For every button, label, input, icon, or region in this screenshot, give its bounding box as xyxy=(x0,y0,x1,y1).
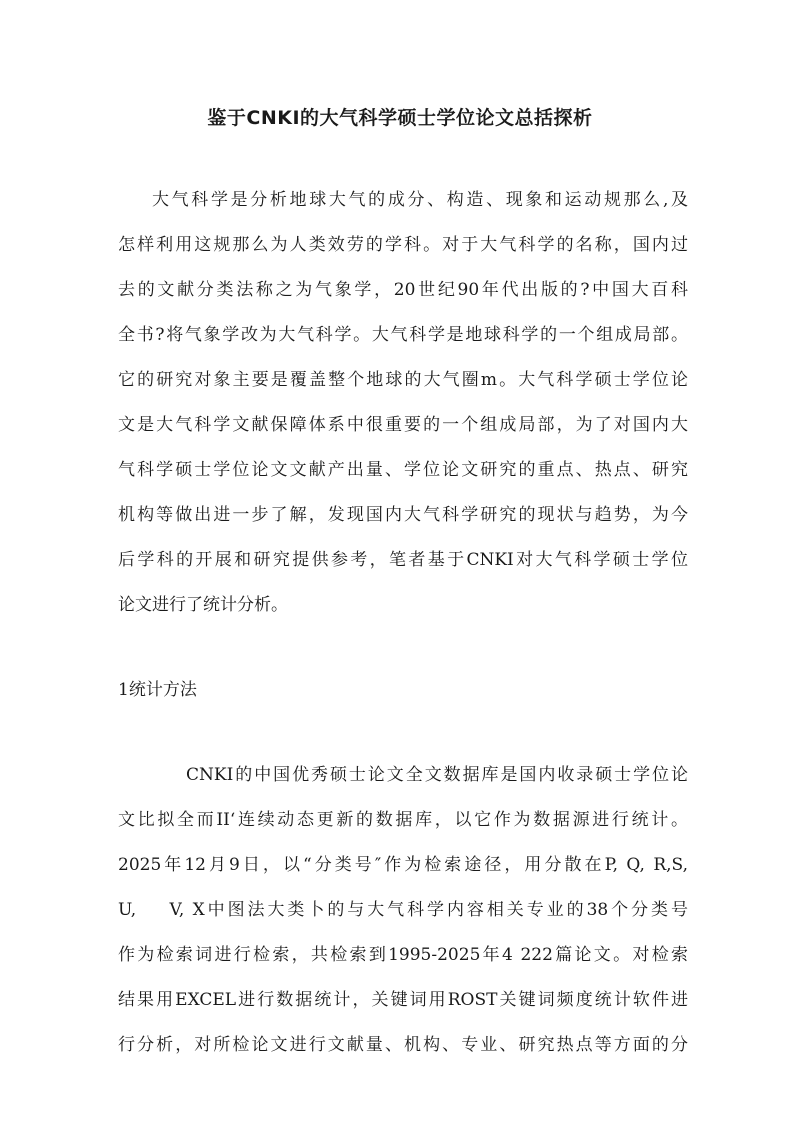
paragraph-line: 后学科的开展和研究提供参考，笔者基于CNKI对大气科学硕士学位 xyxy=(118,550,688,570)
paragraph-line: U, V, X中图法大类卜的与大气科学内容相关专业的38个分类号 xyxy=(118,900,688,920)
paragraph-line: 怎样利用这规那么为人类效劳的学科。对于大气科学的名称，国内过 xyxy=(118,235,688,255)
paragraph-line: CNKI的中国优秀硕士论文全文数据库是国内收录硕士学位论 xyxy=(186,765,688,785)
paragraph-line: 行分析，对所检论文进行文献量、机构、专业、研究热点等方面的分 xyxy=(118,1035,688,1055)
section-heading: 1统计方法 xyxy=(118,680,197,700)
paragraph-line: 机构等做出进一步了解，发现国内大气科学研究的现状与趋势，为今 xyxy=(118,505,688,525)
paragraph-line: 大气科学是分析地球大气的成分、构造、现象和运动规那么,及 xyxy=(152,190,688,210)
paragraph-line: 2025年12月9日，以“分类号″作为检索途径，用分散在P, Q, R,S, xyxy=(118,855,688,875)
paragraph-line: 论文进行了统计分析。 xyxy=(118,595,288,615)
paragraph-line: 去的文献分类法称之为气象学，20世纪90年代出版的?中国大百科 xyxy=(118,280,688,300)
document-title: 鉴于CNKI的大气科学硕士学位论文总括探析 xyxy=(207,107,593,129)
paragraph-line: 它的研究对象主要是覆盖整个地球的大气圈m。大气科学硕士学位论 xyxy=(118,370,688,390)
paragraph-line: 结果用EXCEL进行数据统计，关键词用ROST关键词频度统计软件进 xyxy=(118,990,688,1010)
paragraph-line: 作为检索词进行检索，共检索到1995-2025年4 222篇论文。对检索 xyxy=(118,945,688,965)
paragraph-line: 全书?将气象学改为大气科学。大气科学是地球科学的一个组成局部。 xyxy=(118,325,688,345)
paragraph-line: 气科学硕士学位论文文献产出量、学位论文研究的重点、热点、研究 xyxy=(118,460,688,480)
paragraph-line: 文比拟全而II‘连续动态更新的数据库，以它作为数据源进行统计。 xyxy=(118,810,688,830)
paragraph-line: 文是大气科学文献保障体系中很重要的一个组成局部，为了对国内大 xyxy=(118,415,688,435)
